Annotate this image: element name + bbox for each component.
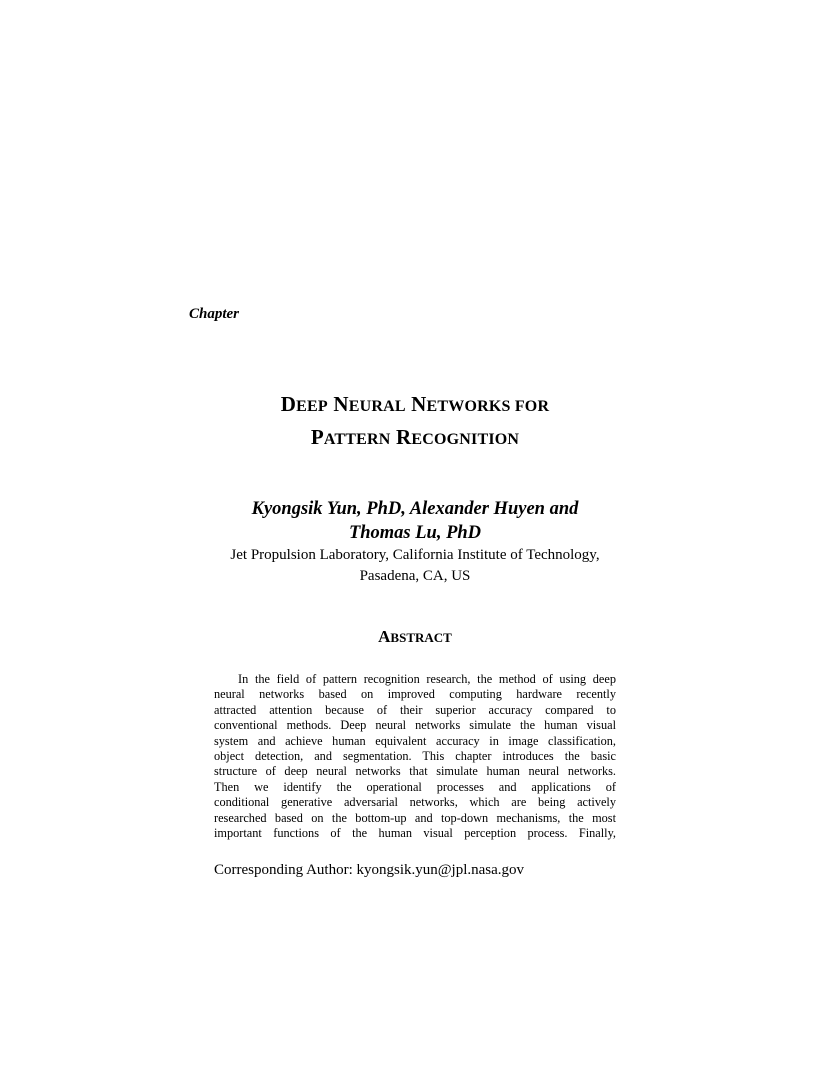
corresponding-author: Corresponding Author: kyongsik.yun@jpl.nasa.gov <box>214 862 525 878</box>
abstract-line: object detection, and segmentation. This chapter introduces the basic <box>214 748 616 763</box>
abstract-line: In the field of pattern recognition research, the method of using deep <box>238 672 616 686</box>
affiliation-line-1: Jet Propulsion Laboratory, California Institute of Technology, <box>230 547 600 563</box>
title-line-1 <box>214 392 616 417</box>
abstract-line: researched based on the bottom-up and top-down mechanisms, the most <box>214 810 616 825</box>
abstract-line: structure of deep neural networks that simulate human neural networks. <box>214 764 616 779</box>
abstract-line: system and achieve human equivalent accuracy in image classification, <box>214 733 616 748</box>
title-word: RECOGNITION <box>396 425 520 449</box>
abstract-body <box>214 672 616 841</box>
abstract-line: attracted attention because of their superior accuracy compared to <box>214 702 616 717</box>
abstract-line: neural networks based on improved computing hardware recently <box>214 687 616 702</box>
authors-line-1: Kyongsik Yun, PhD, Alexander Huyen and <box>251 499 579 519</box>
title-word: PATTERN <box>310 425 391 449</box>
affiliation-line-2: Pasadena, CA, US <box>359 568 471 584</box>
abstract-heading: ABSTRACT <box>378 627 452 646</box>
title-word: NETWORKS FOR <box>411 392 550 416</box>
chapter-label: Chapter <box>189 306 240 322</box>
abstract-line: conditional generative adversarial networks, which are being actively <box>214 795 616 810</box>
title-word: NEURAL <box>333 392 406 416</box>
authors-line-2: Thomas Lu, PhD <box>348 523 482 543</box>
title-line-2 <box>214 425 616 450</box>
abstract-line: important functions of the human visual perception process. Finally, <box>214 825 616 840</box>
abstract-line: conventional methods. Deep neural networks simulate the human visual <box>214 718 616 733</box>
abstract-line: Then we identify the operational processes and applications of <box>214 779 616 794</box>
title-word: DEEP <box>280 392 328 416</box>
